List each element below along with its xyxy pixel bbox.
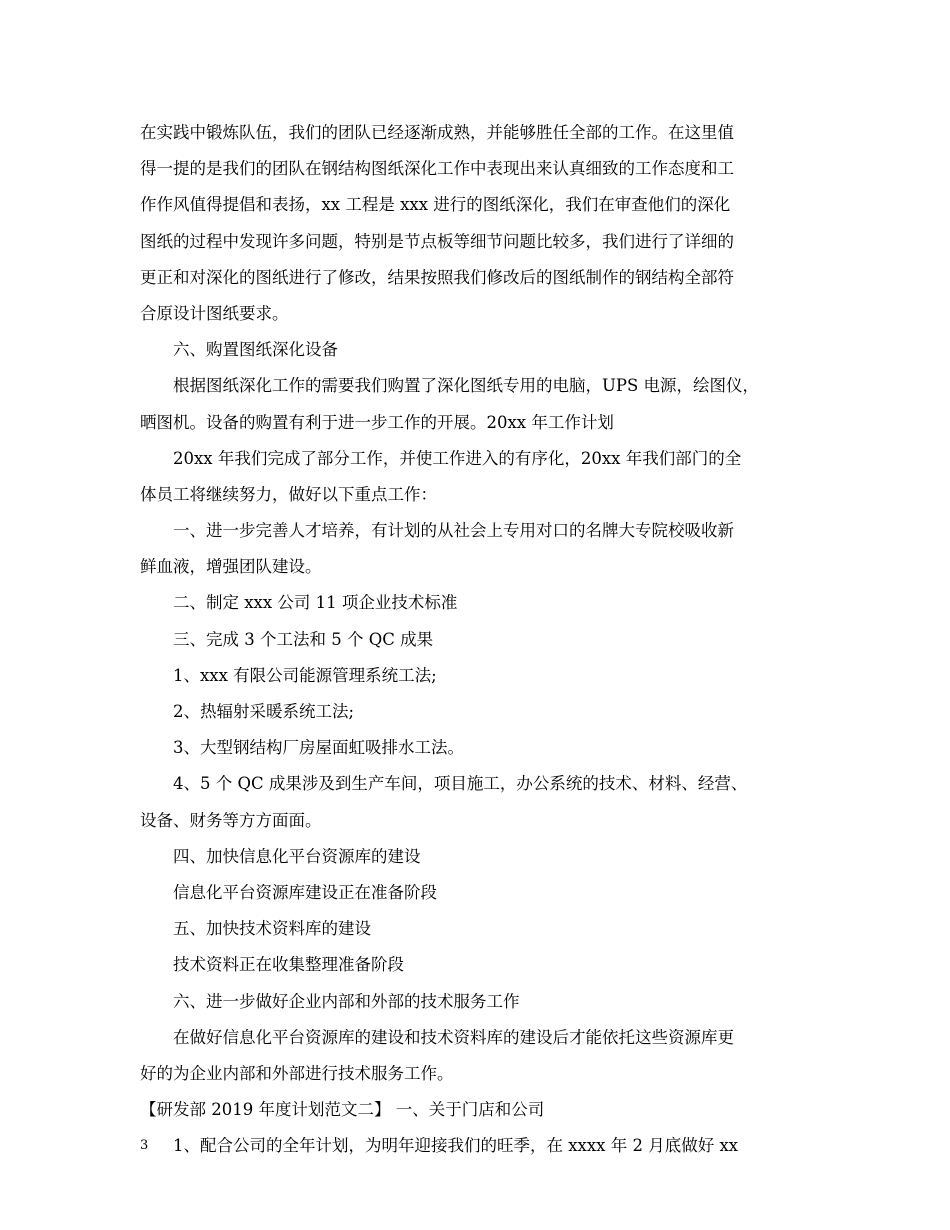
text-line: 体员工将继续努力，做好以下重点工作： (140, 484, 437, 504)
text-line: 合原设计图纸要求。 (140, 303, 289, 323)
text-line: 【研发部 2019 年度计划范文二】 一、关于门店和公司 (140, 1100, 545, 1120)
text-line: 技术资料正在收集整理准备阶段 (173, 955, 404, 975)
text-line: 设备、财务等方方面面。 (140, 810, 322, 830)
text-line: 好的为企业内部和外部进行技术服务工作。 (140, 1063, 454, 1083)
text-line: 晒图机。设备的购置有利于进一步工作的开展。20xx 年工作计划 (140, 412, 614, 432)
text-line: 信息化平台资源库建设正在准备阶段 (173, 882, 437, 902)
text-line: 在做好信息化平台资源库的建设和技术资料库的建设后才能依托这些资源库更 (173, 1027, 734, 1047)
text-line: 2、热辐射采暖系统工法; (173, 702, 355, 721)
text-line: 1、配合公司的全年计划，为明年迎接我们的旺季，在 xxxx 年 2 月底做好 xx (173, 1136, 739, 1156)
text-line: 一、进一步完善人才培养，有计划的从社会上专用对口的名牌大专院校吸收新 (173, 521, 734, 541)
text-line: 3、大型钢结构厂房屋面虹吸排水工法。 (173, 738, 464, 758)
text-line: 五、加快技术资料库的建设 (173, 919, 371, 939)
text-line: 二、制定 xxx 公司 11 项企业技术标准 (173, 593, 458, 613)
text-line: 更正和对深化的图纸进行了修改，结果按照我们修改后的图纸制作的钢结构全部符 (140, 267, 734, 287)
text-line: 三、完成 3 个工法和 5 个 QC 成果 (173, 629, 434, 649)
text-line: 六、购置图纸深化设备 (173, 340, 338, 360)
text-line: 在实践中锻炼队伍，我们的团队已经逐渐成熟，并能够胜任全部的工作。在这里值 (140, 123, 734, 142)
text-line: 1、xxx 有限公司能源管理系统工法; (173, 665, 437, 685)
document-body (140, 115, 830, 1164)
text-line: 作作风值得提倡和表扬，xx 工程是 xxx 进行的图纸深化，我们在审查他们的深化 (140, 195, 731, 215)
text-line: 4、5 个 QC 成果涉及到生产车间，项目施工，办公系统的技术、材料、经营、 (173, 774, 748, 794)
text-line: 图纸的过程中发现许多问题，特别是节点板等细节问题比较多，我们进行了详细的 (140, 231, 734, 251)
page-number: 3 (140, 1138, 149, 1153)
text-line: 四、加快信息化平台资源库的建设 (173, 846, 421, 866)
text-line: 20xx 年我们完成了部分工作，并使工作进入的有序化，20xx 年我们部门的全 (173, 448, 742, 468)
text-line: 得一提的是我们的团队在钢结构图纸深化工作中表现出来认真细致的工作态度和工 (140, 159, 734, 179)
text-line: 六、进一步做好企业内部和外部的技术服务工作 (173, 991, 520, 1011)
text-line: 鲜血液，增强团队建设。 (140, 557, 322, 577)
text-line: 根据图纸深化工作的需要我们购置了深化图纸专用的电脑，UPS 电源，绘图仪， (173, 376, 760, 396)
